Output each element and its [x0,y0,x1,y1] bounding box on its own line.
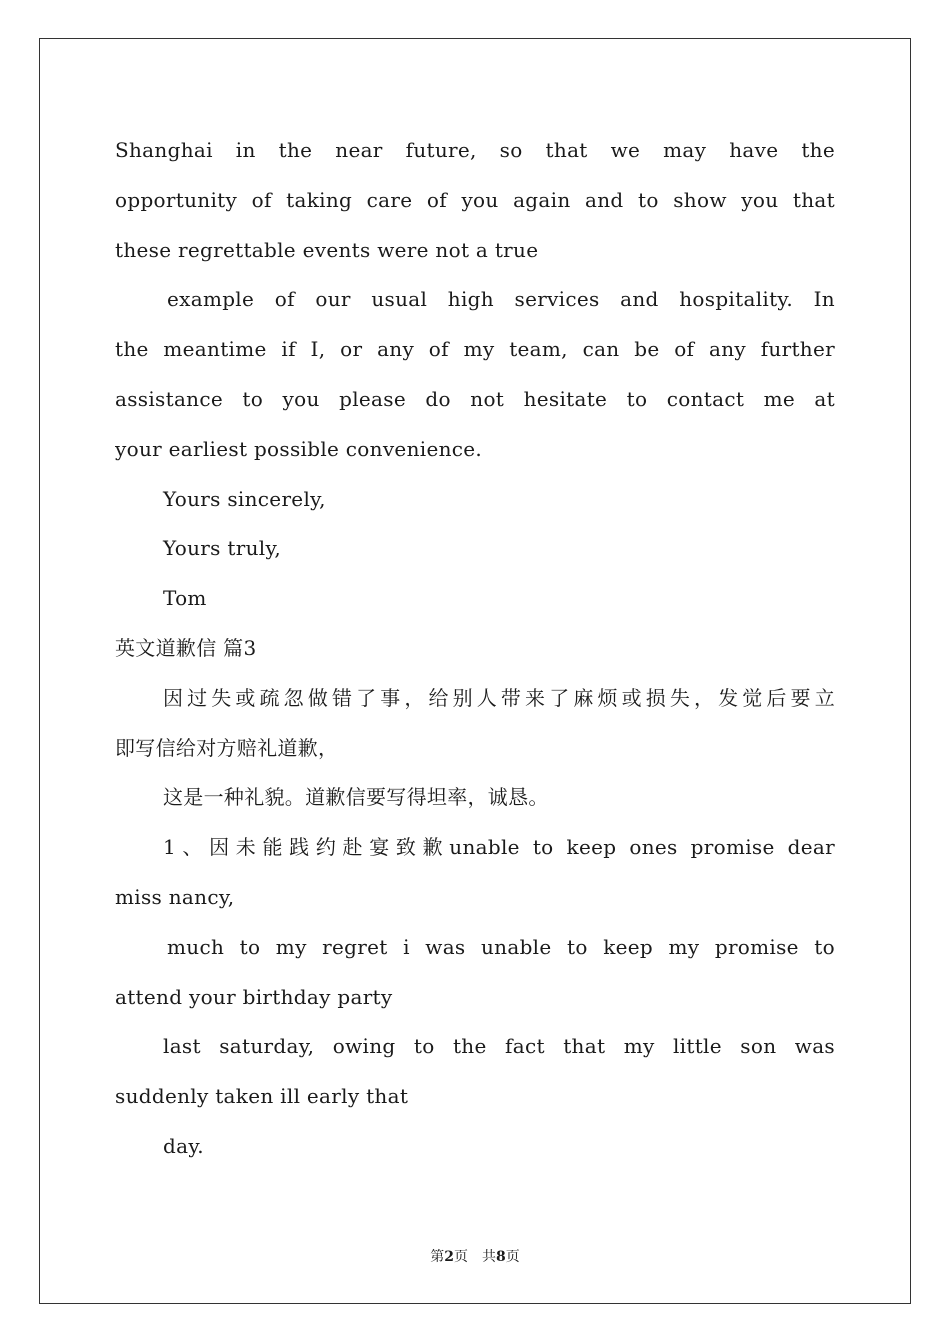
document-body [115,126,835,1172]
text-line: last saturday, owing to the fact that my little son was [163,1034,835,1059]
page-number: 2 [444,1249,454,1265]
page-suffix: 页 [454,1249,468,1265]
text-line: attend your birthday party [115,984,393,1009]
text-line: the meantime if I, or any of my team, can be of any further [115,337,835,362]
text-line: day. [163,1133,204,1158]
text-line: example of our usual high services and hospitality. In [167,287,835,312]
text-line: 这是一种礼貌。道歉信要写得坦率，诚恳。 [163,785,549,810]
text-line: 1、因未能践约赴宴致歉unable to keep ones promise dear [163,835,835,860]
text-line: 即写信给对方赔礼道歉， [115,735,339,760]
text-line: your earliest possible convenience. [115,436,483,461]
text-line: Shanghai in the near future, so that we may have the [115,138,835,162]
total-suffix: 页 [505,1249,520,1265]
text-line: opportunity of taking care of you again and to show you that [115,187,835,212]
text-line: 因过失或疏忽做错了事，给别人带来了麻烦或损失，发觉后要立 [163,685,835,710]
text-line: suddenly taken ill early that [115,1084,409,1109]
text-line: miss nancy, [115,884,235,909]
text-line: Yours sincerely, [163,486,326,511]
text-line: 英文道歉信 篇3 [115,635,257,660]
text-line: assistance to you please do not hesitate to contact me at [115,386,835,411]
page-prefix: 第 [430,1249,445,1265]
text-line: these regrettable events were not a true [115,237,539,262]
total-prefix: 共 [482,1249,496,1265]
total-pages: 8 [496,1249,506,1265]
text-line: Yours truly, [163,536,282,561]
page-footer [0,1246,950,1266]
text-line: Tom [163,586,207,611]
text-line: much to my regret i was unable to keep my promise to [167,934,835,959]
